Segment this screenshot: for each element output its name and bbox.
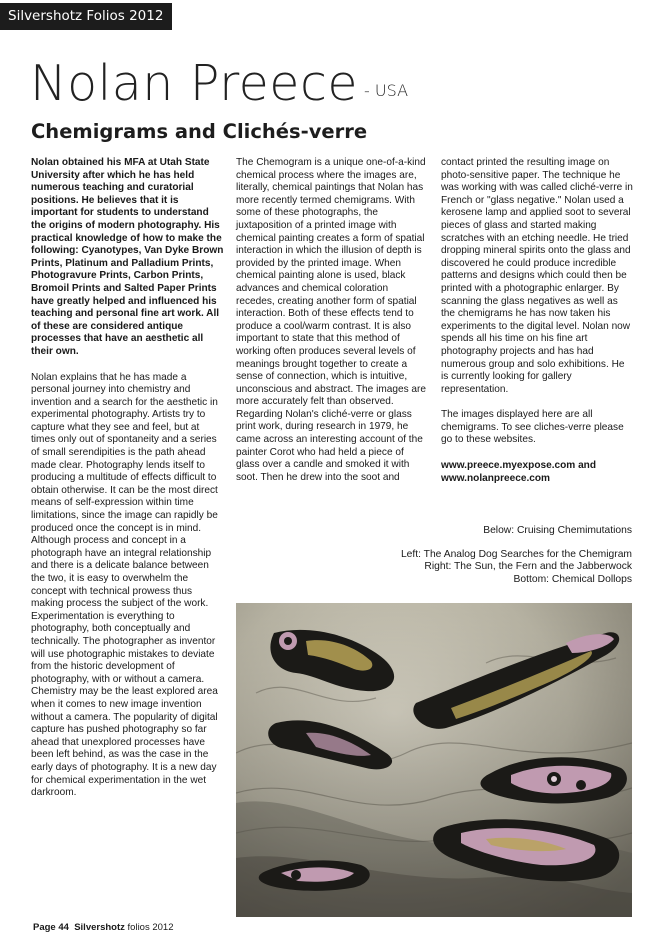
caption-left: Left: The Analog Dog Searches for the Chemigram [400, 549, 632, 560]
folio-header-tag: Silvershotz Folios 2012 [0, 3, 172, 30]
caption-right: Right: The Sun, the Fern and the Jabberwock [424, 561, 632, 573]
intro-paragraph: Nolan obtained his MFA at Utah State University after which he has held numerous teaching and curatorial positions. He believes that it is important for students to understand the origins of modern photography. His practical knowledge of how to make the following: Cyanotypes, Van Dyke Brown Prints, Platinum and Palladium Prints, Photogravure Prints, Carbon Prints, Bromoil Prints and Salted Paper Prints have greatly helped and influenced his teaching and personal fine art work. All of these are considered antique processes that have an aesthetic all their own. [31, 157, 224, 357]
caption-bottom: Bottom: Chemical Dollops [513, 573, 632, 585]
note-paragraph: The images displayed here are all chemigrams. To see cliches-verre please go to these websites. [441, 409, 624, 446]
website-links [441, 460, 633, 485]
website-link-2[interactable]: www.nolanpreece.com [441, 472, 551, 484]
body-paragraph: contact printed the resulting image on photo-sensitive paper. The technique he was working with was called cliché-verre in French or "glass negative." Nolan used a kerosene lamp and applied soot to several pieces of glass and started making scratches with an etching needle. He tried dropping mineral spirits onto the glass and discovered he could produce incredible patterns and designs which could then be printed with a photographic enlarger. By scanning the glass negatives as well as the chemigrams he has now taken his experiments to the digital level. Nolan now spends all his time on his fine art photography projects and has had numerous group and solo exhibitions. He is currently looking for gallery representation. [441, 157, 633, 395]
body-paragraph: Nolan explains that he has made a personal journey into chemistry and invention and a search for the aesthetic in experimental photography. Artists try to capture what they see and feel, but at times only out of spontaneity and a series of small serendipities is the path ahead made clear. Photography lends itself to producing a multitude of effects difficult to obtain otherwise. It can be the most direct means of self-expression within time limitations, since the image can rapidly be produced once the concept is in mind. Although process and concept in a photograph have an integral relationship and there is a delicate balance between the two, it is easy to overwhelm the concept with technical prowess thus making process the subject of the work. Experimentation is everything to photography, both conceptually and technically. The photographer as inventor will use photographic mistakes to deviate from the historic development of photography, with or without a camera. Chemistry may be the least explored area when it comes to new image invention without a camera. The popularity of digital capture has pushed photography so far ahead that unexplored processes have been left behind, as was the case in the early days of photography. It is a new day for chemical experimentation in the wet darkroom. [31, 371, 218, 799]
artist-name-text: Nolan Preece [30, 55, 359, 112]
image-caption-below: Below: Cruising Chemimutations [483, 525, 632, 536]
page-footer [33, 922, 173, 933]
image-captions [401, 549, 632, 586]
artist-country: - USA [364, 81, 409, 100]
chemigram-image [236, 603, 632, 917]
page-number: Page 44 [33, 922, 69, 933]
artist-name [30, 54, 408, 121]
text-column-2 [236, 157, 428, 497]
body-paragraph: The Chemogram is a unique one-of-a-kind chemical process where the images are, literally, chemical paintings that Nolan has more recently termed chemigrams. With some of these photographs, the juxtaposition of a printed image with chemical painting creates a form of spatial interaction in which the illusion of depth is provided by the printed image. When chemical painting alone is used, black advances and chemical coloration recedes, creating another form of spatial interaction. Both of these effects tend to produce a cool/warm contrast. It is also important to state that this method of working often produces several levels of meanings brought together to create a sense of connection, which is intuitive, unconscious and abstract. The images are more accurately felt than observed. Regarding Nolan's cliché-verre or glass print work, during research in 1979, he came across an interesting account of the painter Corot who had held a piece of glass over a candle and smoked it with soot. Then he drew into the soot and [236, 157, 427, 483]
footer-issue: folios 2012 [127, 922, 174, 933]
footer-brand: Silvershotz [74, 922, 125, 933]
article-subtitle: Chemigrams and Clichés-verre [31, 120, 368, 143]
text-column-3 [441, 157, 633, 485]
website-link-1[interactable]: www.preece.myexpose.com and [441, 460, 597, 472]
text-column-1 [31, 157, 224, 813]
